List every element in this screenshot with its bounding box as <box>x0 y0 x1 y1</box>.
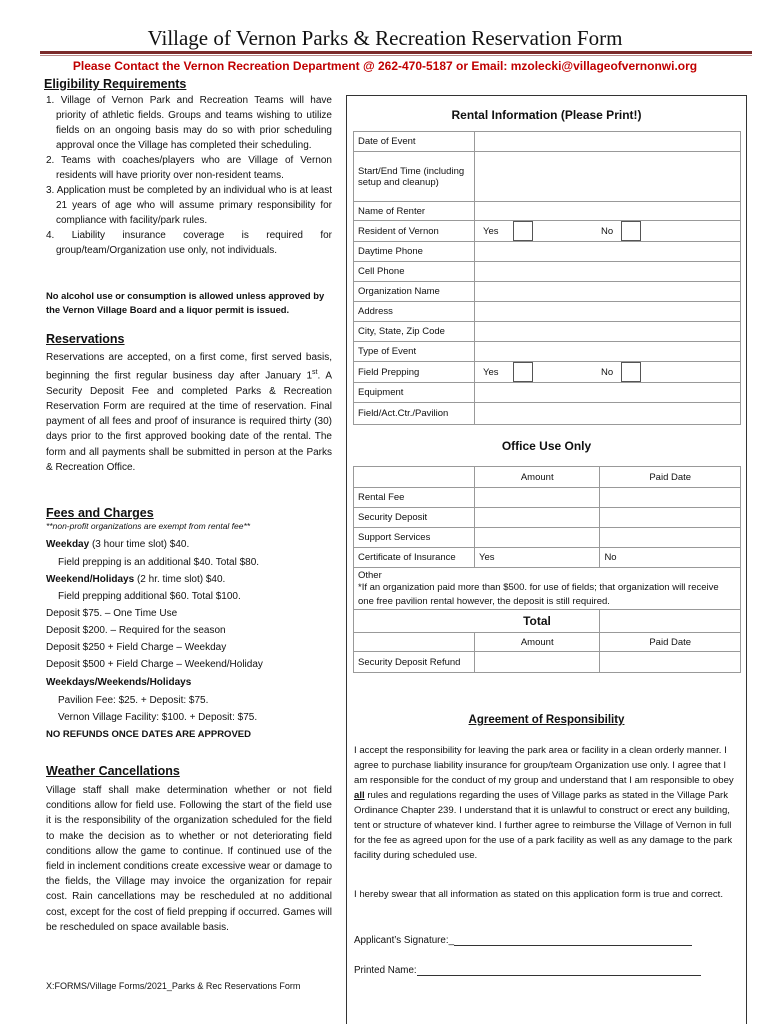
total-blank <box>354 610 475 633</box>
weather-heading: Weather Cancellations <box>46 764 180 778</box>
printed-name-field[interactable] <box>417 975 701 976</box>
org-label: Organization Name <box>354 282 475 302</box>
weekday-prep: Field prepping is an additional $40. Total $80. <box>58 557 260 568</box>
deposit-line: Deposit $250 + Field Charge – Weekday <box>46 642 227 653</box>
amount-header: Amount <box>475 467 600 488</box>
renter-label: Name of Renter <box>354 202 475 221</box>
cell-field[interactable] <box>475 262 741 282</box>
no-label: No <box>601 366 614 378</box>
office-table <box>353 466 741 673</box>
alcohol-note: No alcohol use or consumption is allowed unless approved by the Vernon Village Board and a liquor permit is issued. <box>46 290 325 315</box>
rental-fee-date[interactable] <box>600 488 741 508</box>
refund-date[interactable] <box>600 652 741 673</box>
facility-fee: Vernon Village Facility: $100. + Deposit: $75. <box>58 712 258 723</box>
footer-path: X:FORMS/Village Forms/2021_Parks & Rec Reservations Form <box>46 981 301 991</box>
cell-label: Cell Phone <box>354 262 475 282</box>
support-label: Support Services <box>354 528 475 548</box>
office-blank-cell <box>354 633 475 652</box>
phone-field[interactable] <box>475 242 741 262</box>
equipment-field[interactable] <box>475 383 741 403</box>
combo-heading: Weekdays/Weekends/Holidays <box>46 677 192 688</box>
security-date[interactable] <box>600 508 741 528</box>
security-label: Security Deposit <box>354 508 475 528</box>
type-field[interactable] <box>475 342 741 362</box>
other-label: Other <box>358 570 382 581</box>
deposit-line: Deposit $500 + Field Charge – Weekend/Holiday <box>46 659 263 670</box>
swear-text: I hereby swear that all information as stated on this application form is true and correct. <box>354 889 724 900</box>
fees-heading: Fees and Charges <box>46 506 154 520</box>
refund-amount[interactable] <box>475 652 600 673</box>
equipment-label: Equipment <box>354 383 475 403</box>
printed-name-label: Printed Name: <box>354 965 417 976</box>
field-field[interactable] <box>475 403 741 425</box>
other-cell <box>354 568 741 610</box>
field-label: Field/Act.Ctr./Pavilion <box>354 403 475 425</box>
eligibility-item: 1. Village of Vernon Park and Recreation Teams will have priority of athletic fields. Groups and teams wishing to utilize fields on an ongoing basis may do so with prior scheduling approval once the Village has completed their scheduling. <box>46 95 332 151</box>
date-label: Date of Event <box>354 132 475 152</box>
total-label: Total <box>475 610 600 633</box>
paid-date-header: Paid Date <box>600 467 741 488</box>
total-value[interactable] <box>600 610 741 633</box>
office-title: Office Use Only <box>501 439 592 453</box>
resident-yes-checkbox[interactable] <box>513 221 533 241</box>
renter-field[interactable] <box>475 202 741 221</box>
certificate-label: Certificate of Insurance <box>354 548 475 568</box>
resident-no-checkbox[interactable] <box>621 221 641 241</box>
pavilion-fee: Pavilion Fee: $25. + Deposit: $75. <box>58 695 209 706</box>
eligibility-item: 4. Liability insurance coverage is required for group/team/Organization use only, not individuals. <box>46 230 332 256</box>
weekday-fee: Weekday (3 hour time slot) $40. <box>46 539 190 550</box>
eligibility-heading: Eligibility Requirements <box>44 77 187 91</box>
no-refunds: NO REFUNDS ONCE DATES ARE APPROVED <box>46 729 251 740</box>
weekend-prep: Field prepping additional $60. Total $100. <box>58 591 241 602</box>
date-field[interactable] <box>475 132 741 152</box>
resident-label: Resident of Vernon <box>354 221 475 242</box>
title-rule-thin <box>40 55 752 56</box>
address-field[interactable] <box>475 302 741 322</box>
signature-line <box>354 935 692 946</box>
prep-no-checkbox[interactable] <box>621 362 641 382</box>
certificate-yes[interactable] <box>475 548 600 568</box>
resident-choice <box>475 221 741 242</box>
printed-name-line <box>354 965 701 976</box>
yes-label: Yes <box>483 225 499 237</box>
weather-text: Village staff shall make determination whether or not field conditions allow for field use. Following the start of the field use it is the responsibility of the organization scheduled for the field to make the decision as to whether or not deteriorating field conditions allow the game to continue. If continued use of the field in inclement conditions create excessive wear or damage to the fields, the Village may invoice the organization for repair cost. Rain cancellations may be rescheduled at no additional cost, except for the cost of field prepping if occurred. Games will be rescheduled on space available basis. <box>46 785 332 933</box>
support-amount[interactable] <box>475 528 600 548</box>
deposit-line: Deposit $75. – One Time Use <box>46 608 178 619</box>
time-field[interactable] <box>475 152 741 202</box>
rental-table <box>353 131 741 425</box>
weekend-fee: Weekend/Holidays (2 hr. time slot) $40. <box>46 574 226 585</box>
phone-label: Daytime Phone <box>354 242 475 262</box>
yes-label: Yes <box>479 552 495 563</box>
other-note: *If an organization paid more than $500. for use of fields; that organization will receive one free pavilion rental however, the deposit is still required. <box>358 582 719 607</box>
support-date[interactable] <box>600 528 741 548</box>
form-title: Village of Vernon Parks & Recreation Reservation Form <box>147 26 623 50</box>
signature-field[interactable] <box>454 945 692 946</box>
paid-date-header: Paid Date <box>600 633 741 652</box>
type-label: Type of Event <box>354 342 475 362</box>
reservations-heading: Reservations <box>46 332 125 346</box>
contact-line: Please Contact the Vernon Recreation Department @ 262-470-5187 or Email: mzolecki@villageofvernonwi.org <box>72 59 698 73</box>
amount-header: Amount <box>475 633 600 652</box>
refund-label: Security Deposit Refund <box>354 652 475 673</box>
yes-label: Yes <box>483 366 499 378</box>
address-label: Address <box>354 302 475 322</box>
reservations-text: Reservations are accepted, on a first come, first served basis, beginning the first regular business day after January 1st. A Security Deposit Fee and completed Parks & Recreation Reservation Form are required at the time of reservation. Final payment of all fees and proof of insurance is required thirty (30) days prior to the first approved booking date of the rental. The form and all payments shall be submitted in person at the Parks & Recreation Office. <box>46 352 332 473</box>
office-blank-cell <box>354 467 475 488</box>
fees-note: **non-profit organizations are exempt from rental fee** <box>46 521 251 531</box>
prep-choice <box>475 362 741 383</box>
eligibility-list <box>46 93 332 258</box>
eligibility-item: 2. Teams with coaches/players who are Village of Vernon residents will have priority over non-resident teams. <box>46 155 332 181</box>
deposit-line: Deposit $200. – Required for the season <box>46 625 226 636</box>
security-amount[interactable] <box>475 508 600 528</box>
org-field[interactable] <box>475 282 741 302</box>
city-label: City, State, Zip Code <box>354 322 475 342</box>
time-label: Start/End Time (including setup and cleanup) <box>354 152 475 202</box>
title-rule <box>40 51 752 54</box>
agreement-title: Agreement of Responsibility <box>468 714 625 726</box>
no-label: No <box>604 552 617 563</box>
rental-fee-amount[interactable] <box>475 488 600 508</box>
rental-fee-label: Rental Fee <box>354 488 475 508</box>
certificate-no[interactable] <box>600 548 741 568</box>
eligibility-item: 3. Application must be completed by an individual who is at least 21 years of age who will assume primary responsibility for compliance with facility/park rules. <box>46 185 332 226</box>
agreement-text: I accept the responsibility for leaving the park area or facility in a clean orderly manner. I agree to purchase liability insurance for group/team Organization use only. I agree that I am responsible for the conduct of my group and understand that I am responsible to obey all rules and regulations regarding the uses of Village parks as stated in the Village Park Ordinance Chapter 239. I understand that it is unlawful to construct or erect any building, tent or structure of whatever kind. I further agree to reimburse the Village of Vernon in full for the fee as agreed upon for the use of a park facility as well as any damage to the park facility during scheduled use. <box>354 745 734 861</box>
signature-label: Applicant’s Signature:_ <box>354 935 455 946</box>
rental-title: Rental Information (Please Print!) <box>451 108 642 122</box>
city-field[interactable] <box>475 322 741 342</box>
prep-yes-checkbox[interactable] <box>513 362 533 382</box>
no-label: No <box>601 225 614 237</box>
prep-label: Field Prepping <box>354 362 475 383</box>
